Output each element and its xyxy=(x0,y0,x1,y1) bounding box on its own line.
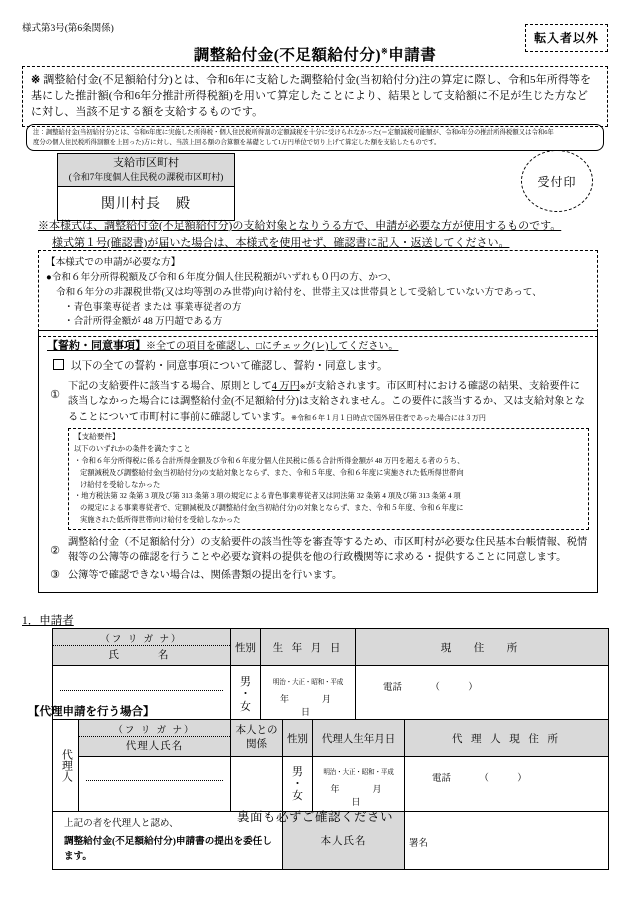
note-mark: ※ xyxy=(31,74,41,86)
usage-line-1: ※本様式は、調整給付金(不足額給付分)の支給対象となりうる方で、申請が必要な方が使用するものです。 xyxy=(38,220,562,232)
payment-requirement-box xyxy=(68,428,589,530)
proxy-relation-header xyxy=(231,720,283,757)
proxy-gender-header: 性別 xyxy=(283,720,313,757)
applicant-name-header-label: 氏 名 xyxy=(108,650,175,661)
applicant-birth-field[interactable] xyxy=(261,666,365,724)
municipality-name-field[interactable]: 関川村長 殿 xyxy=(101,196,191,212)
applicant-furigana-input[interactable] xyxy=(60,680,223,691)
pledge-item-1-amount: 4 万円 xyxy=(271,381,300,392)
requirement-1-line-3: け給付を受給しなかった xyxy=(80,479,161,489)
applicant-furigana-header: （フ リ ガ ナ） xyxy=(53,631,230,646)
proxy-name-field[interactable] xyxy=(79,757,231,812)
municipality-header-line-2: (令和7年度個人住民税の課税市区町村) xyxy=(68,171,224,182)
pledge-item-2-number: ② xyxy=(50,544,60,557)
requirement-2-line-3: 実施された低所得世帯向け給付を受給しなかった xyxy=(80,515,241,525)
proxy-gender-male[interactable]: 男 xyxy=(292,765,303,778)
receipt-stamp-label: 受付印 xyxy=(537,174,577,189)
applicant-telephone-paren-open: （ xyxy=(430,683,440,693)
pledge-item-3-text: 公簿等で確認できない場合は、関係書類の提出を行います。 xyxy=(68,570,343,582)
pledge-item-1-text-b: が支給されます。市区町村における確認の結果、支給要件に該当しなかった場合には調整給付金(不足額給付分)は支給されません。この要件に該当するか、又は支給対象となることについて市町村に事前に確認しています。 xyxy=(68,381,585,423)
usage-line-2: 様式第１号(確認書)が届いた場合は、本様式を使用せず、確認書に記入・返送してください。 xyxy=(52,237,510,250)
receipt-stamp-area xyxy=(521,150,593,212)
title-main: 調整給付金(不足額給付分) xyxy=(193,47,382,64)
proxy-gender-female[interactable]: 女 xyxy=(292,790,303,803)
eligibility-subcondition-1: ・青色事業専従者 または 事業専従者の方 xyxy=(64,301,242,313)
applicant-telephone-paren-close: ） xyxy=(468,683,478,693)
proxy-birth-field[interactable] xyxy=(313,757,415,812)
applicant-telephone-label: 電話 xyxy=(383,683,403,693)
proxy-furigana-input[interactable] xyxy=(86,770,223,781)
applicant-gender-separator: ・ xyxy=(240,688,251,701)
proxy-relation-header-line-1: 本人との xyxy=(235,725,278,737)
requirement-2-line-2: の規定による事業専従者で、定額減税及び調整給付金(当初給付分)の対象とならず、また、令和５年度、令和６年度に xyxy=(80,503,464,513)
applicant-birth-header: 生 年 月 日 xyxy=(261,629,356,666)
proxy-era-options[interactable]: 明治・大正・昭和・平成 xyxy=(323,769,394,776)
proxy-telephone-row[interactable] xyxy=(406,758,607,784)
proxy-name-header-label: 代理人氏名 xyxy=(125,741,184,752)
proxy-telephone-paren-open: （ xyxy=(479,774,489,784)
pledge-title-bold: 【誓約・同意事項】 xyxy=(47,340,146,352)
footnote-box xyxy=(26,124,604,151)
applicant-birth-ymd[interactable]: 年 月 日 xyxy=(279,694,365,717)
applicant-address-field[interactable] xyxy=(356,666,609,724)
applicant-gender-male[interactable]: 男 xyxy=(240,676,251,689)
pledge-item-1-text xyxy=(68,379,589,532)
consent-checkbox-label: 以下の全ての誓約・同意事項について確認し、誓約・同意します。 xyxy=(71,361,388,372)
pledge-item-3-number: ③ xyxy=(50,569,60,582)
intro-note-box xyxy=(22,66,608,127)
consent-checkbox[interactable] xyxy=(53,359,64,370)
pledge-item-2-text: 調整給付金（不足額給付分）の支給要件の該当性等を審査等するため、市区町村が必要な住民基本台帳情報、税情報等の公簿等の確認を行うことや必要な資料の提供を他の行政機関等に求める・提供することに同意します。 xyxy=(68,536,588,564)
pledge-title xyxy=(47,337,589,353)
applicant-section-heading: 1．申請者 xyxy=(22,615,74,627)
eligibility-note-box xyxy=(38,250,598,337)
title-superscript: ※ xyxy=(381,46,389,56)
signature-label: 署名 xyxy=(409,838,429,849)
requirement-title: 【支給要件】 xyxy=(74,431,120,441)
delegation-statement-line-2: 調整給付金(不足額給付分)申請書の提出を委任します。 xyxy=(64,836,272,862)
applicant-table-header-row xyxy=(53,629,609,666)
municipality-header xyxy=(58,154,234,187)
eligibility-bullet: ●令和６年分所得税額及び令和６年度分個人住民税額がいずれも０円の方、かつ、 xyxy=(46,271,397,283)
form-number: 様式第3号(第6条関係) xyxy=(22,24,114,34)
applicant-address-header: 現 住 所 xyxy=(356,629,609,666)
proxy-furigana-header: （フ リ ガ ナ） xyxy=(79,722,230,737)
municipality-header-line-1: 支給市区町村 xyxy=(113,157,179,169)
proxy-section-heading: 【代理申請を行う場合】 xyxy=(28,706,155,718)
proxy-relation-header-line-2: 関係 xyxy=(246,739,267,750)
applicant-telephone-row[interactable] xyxy=(357,667,607,693)
applicant-gender-field[interactable] xyxy=(231,666,261,724)
proxy-name-header xyxy=(79,720,231,757)
title-tail: 申請書 xyxy=(388,47,437,64)
requirement-2-line-1: ・地方税法第 32 条第 3 項及び第 313 条第 3 項の規定による青色事業専従者又は同法第 32 条第 4 項及び第 313 条第 4 項 xyxy=(74,491,461,501)
proxy-table-input-row xyxy=(53,757,609,812)
requirement-1-line-1: ・令和６年分所得税に係る合計所得金額及び令和６年度分個人住民税に係る合計所得金額が 48 万円を超える者のうち、 xyxy=(74,456,465,465)
note-text: 調整給付金(不足額給付分)とは、令和6年に支給した調整給付金(当初給付分)注の算定に際し、令和5年所得等を基にした推計額(令和6年分推計所得税額)を用いて算定したことにより、結果として支給額に不足が生じた方などに対し、当該不足する額を支給するものです。 xyxy=(31,74,592,118)
applicant-name-header xyxy=(53,629,231,666)
proxy-address-header: 代 理 人 現 住 所 xyxy=(405,720,609,757)
proxy-table xyxy=(52,719,609,870)
pledge-item-3 xyxy=(47,568,589,583)
eligibility-subcondition-2: ・合計所得金額が 48 万円超である方 xyxy=(64,316,223,328)
applicant-gender-female[interactable]: 女 xyxy=(240,700,251,713)
pledge-agreement-box xyxy=(38,330,598,593)
requirement-lead: 以下のいずれかの条件を満たすこと xyxy=(74,444,191,454)
proxy-telephone-paren-close: ） xyxy=(517,774,527,784)
applicant-era-options[interactable]: 明治・大正・昭和・平成 xyxy=(272,679,344,686)
pledge-item-2 xyxy=(47,535,589,566)
proxy-gender-field[interactable] xyxy=(283,757,313,812)
proxy-gender-separator: ・ xyxy=(292,777,303,790)
requirement-1-line-2: 定額減税及び調整給付金(当初給付分)の支給対象とならず、また、令和５年度、令和６年度に実施された低所得世帯向 xyxy=(80,467,464,477)
proxy-birth-ymd[interactable]: 年 月 日 xyxy=(330,784,415,807)
pledge-item-1-number: ① xyxy=(50,389,60,401)
pledge-item-1-text-a: 下記の支給要件に該当する場合、原則として xyxy=(68,381,272,392)
page-title xyxy=(0,43,630,65)
applicant-gender-header: 性別 xyxy=(231,629,261,666)
proxy-birth-header: 代理人生年月日 xyxy=(313,720,405,757)
proxy-row-label xyxy=(53,720,79,812)
proxy-telephone-label: 電話 xyxy=(432,774,452,784)
page-footer: 裏面も必ずご確認ください xyxy=(236,810,393,824)
footnote-line-2: 度分の個人住民税所得割額を上回った)方に対し、当該上回る額の合算額を基礎として1万円単位で切り上げて算定した額を支給したものです。 xyxy=(33,138,441,146)
usage-instructions xyxy=(38,218,598,252)
pledge-item-1-tiny-note: ※令和６年１月１日時点で国外居住者であった場合には３万円 xyxy=(291,413,486,422)
transfer-status-label: 転入者以外 xyxy=(533,31,599,45)
municipality-box xyxy=(57,153,235,221)
footnote-line-1: 注：調整給付金(当初給付分)とは、令和6年度に実施した所得税・個人住民税所得割の定額減税を十分に受けられなかった(＝定額減税可能額が、令和6年分の推計所得税額又は令和6年 xyxy=(33,129,554,136)
pledge-item-1-amount-superscript: ※ xyxy=(299,383,306,391)
proxy-row-label-text: 代理人 xyxy=(60,749,73,782)
eligibility-condition-1: 令和６年分の非課税世帯(又は均等割のみ世帯)向け給付を、世帯主又は世帯員として受給していない方であって、 xyxy=(56,286,542,298)
pledge-title-thin: ※全ての項目を確認し、□にチェック(レ)してください。 xyxy=(146,341,399,352)
proxy-table-header-row xyxy=(53,720,609,757)
delegation-statement-line-1: 上記の者を代理人と認め、 xyxy=(64,818,179,829)
eligibility-title: 【本様式での申請が必要な方】 xyxy=(46,257,181,268)
pledge-item-1 xyxy=(47,379,589,532)
proxy-address-field[interactable] xyxy=(405,757,609,812)
proxy-relation-field[interactable] xyxy=(231,757,283,812)
self-name-label: 本人氏名 xyxy=(283,812,405,870)
pledge-consent-row[interactable] xyxy=(53,358,589,373)
